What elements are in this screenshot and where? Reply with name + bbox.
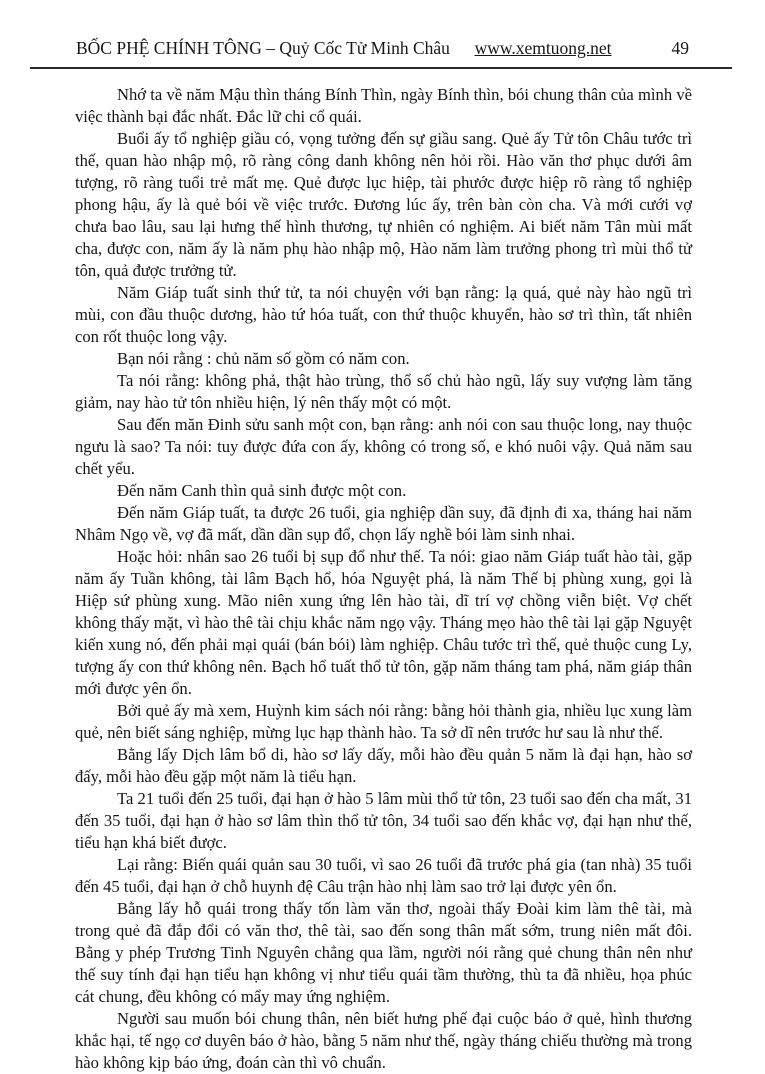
paragraph: Đến năm Giáp tuất, ta được 26 tuổi, gia nghiệp dần suy, đã định đi xa, tháng hai năm Nhâm Ngọ về, vợ đã mất, dần dần sụp đổ, chọn lấy nghề bói làm sinh nhai.: [75, 503, 692, 544]
paragraph: Nhớ ta về năm Mậu thìn tháng Bính Thìn, ngày Bính thìn, bói chung thân của mình về việc thành bại đắc nhất. Đắc lữ chi cổ quái.: [75, 85, 692, 126]
page-number: 49: [671, 38, 689, 58]
paragraph: Người sau muốn bói chung thân, nên biết hưng phế đại cuộc báo ở quẻ, hình thương khắc hại, tế ngọ cơ duyên báo ở hào, bằng 5 năm như thế, ngày tháng chiếu thường mà trong hào không kịp báo ứng, đoán càn thì vô chuẩn.: [75, 1009, 692, 1072]
header-divider: [30, 67, 732, 69]
paragraph: Sau đến măn Đinh sửu sanh một con, bạn rằng: anh nói con sau thuộc long, nay thuộc ngưu là sao? Ta nói: tuy được đứa con ấy, không có trong số, e khó nuôi vậy. Quả năm sau chết yểu.: [75, 415, 692, 478]
paragraph: Bằng lấy hỗ quái trong thấy tốn làm văn thơ, ngoài thấy Đoài kim làm thê tài, mà trong quẻ đã đắp đổi có văn thơ, thê tài, sao đến song thân mất sớm, trung niên mất đôi. Bằng y phép Trương Tinh Nguyên chẳng qua lầm, người nói rằng quẻ chung thân nên như thế suy tính đại hạn tiểu hạn không vị như tiểu quái tầm thường, thù ta đã nhiều, họa phúc cát chung, đều không có mẩy may ứng nghiệm.: [75, 899, 692, 1006]
page-header: [0, 0, 765, 58]
paragraph: Bạn nói rằng : chủ năm số gồm có năm con.: [117, 349, 410, 368]
book-title: BỐC PHỆ CHÍNH TÔNG – Quỷ Cốc Tử Minh Châu: [76, 38, 450, 58]
paragraph: Ta 21 tuổi đến 25 tuổi, đại hạn ở hào 5 lâm mùi thổ tử tôn, 23 tuổi sao đến cha mất, 31 đến 35 tuổi, đại hạn ở hào sơ lâm thìn thổ tử tôn, 34 tuổi sao đến khắc vợ, đại hạn như thế, tiểu hạn khá biết được.: [75, 789, 692, 852]
paragraph: Hoặc hỏi: nhân sao 26 tuổi bị sụp đổ như thế. Ta nói: giao năm Giáp tuất hào tài, gặp năm ấy Tuần không, tài lâm Bạch hổ, hóa Nguyệt phá, là năm Thế bị phùng xung, gọi là Hiệp sứ phùng xung. Mão niên xung ứng lên hào tài, dĩ trí vợ chồng viễn biệt. Vợ chết không thấy mặt, vì hào thê tài chịu khắc năm ngọ vậy. Tháng mẹo hào thê tài lại gặp Nguyệt kiến xung nó, đến phải mại quái (bán bói) làm nghiệp. Châu tước trì thế, quẻ thuộc cung Ly, tượng ấy con thứ không nên. Bạch hổ tuất thổ tử tôn, gặp năm tháng tam phá, năm giáp thân mới được yên ổn.: [75, 547, 692, 698]
paragraph: Bằng lấy Dịch lâm bổ di, hào sơ lấy dấy, mỗi hào đều quản 5 năm là đại hạn, hào sơ đấy, mỗi hào đều gặp một năm là tiểu hạn.: [75, 745, 692, 786]
paragraph: Đến năm Canh thìn quả sinh được một con.: [117, 481, 407, 500]
website-link[interactable]: www.xemtuong.net: [474, 38, 612, 58]
paragraph: Lại rằng: Biến quái quản sau 30 tuổi, vì sao 26 tuổi đã trước phá gia (tan nhà) 35 tuổi đến 45 tuổi, đại hạn ở chỗ huynh đệ Câu trận hào nhị làm sao trở lại được yên ổn.: [75, 855, 692, 896]
paragraph: Bởi quẻ ấy mà xem, Huỳnh kim sách nói rằng: bằng hỏi thành gia, nhiều lục xung làm quẻ, nên biết sáng nghiệp, mừng lục hạp thành hào. Ta sở dĩ nên trước hư sau là như thế.: [75, 701, 692, 742]
paragraph: Buổi ấy tổ nghiệp giầu có, vọng tưởng đến sự giầu sang. Quẻ ấy Tử tôn Châu tước trì thế, quan hào nhập mộ, rõ ràng công danh không nên hỏi rồi. Hào văn thơ phục dưới âm tượng, rõ ràng tuổi trẻ mất mẹ. Quẻ được lục hiệp, tài phước được hiệp rõ ràng tổ nghiệp phong hậu, ấy là quẻ bói về việc trước. Đương lúc ấy, trên bàn còn cha. Và mới cưới vợ chưa bao lâu, sau lại hưng thế hình thương, tự nhiên có nghiệm. Ai biết năm Tân mùi mất cha, được con, năm ấy là năm phụ hào nhập mộ, Hào năm làm trưởng phong trì mùi thổ tử tôn, quả được trưởng tử.: [75, 129, 692, 280]
paragraph: Ta nói rằng: không phả, thật hào trùng, thổ số chủ hào ngũ, lấy suy vượng làm tăng giảm, nay hào tử tôn nhiều hiện, lý nên thấy một có một.: [75, 371, 692, 412]
paragraph: Năm Giáp tuất sinh thứ tử, ta nói chuyện với bạn rằng: lạ quá, quẻ này hào ngũ trì mùi, con đầu thuộc dương, hào tứ hóa tuất, con thứ thuộc khuyển, hào sơ trì thìn, tất nhiên con rốt thuộc long vậy.: [75, 283, 692, 346]
document-body: [75, 84, 692, 1074]
